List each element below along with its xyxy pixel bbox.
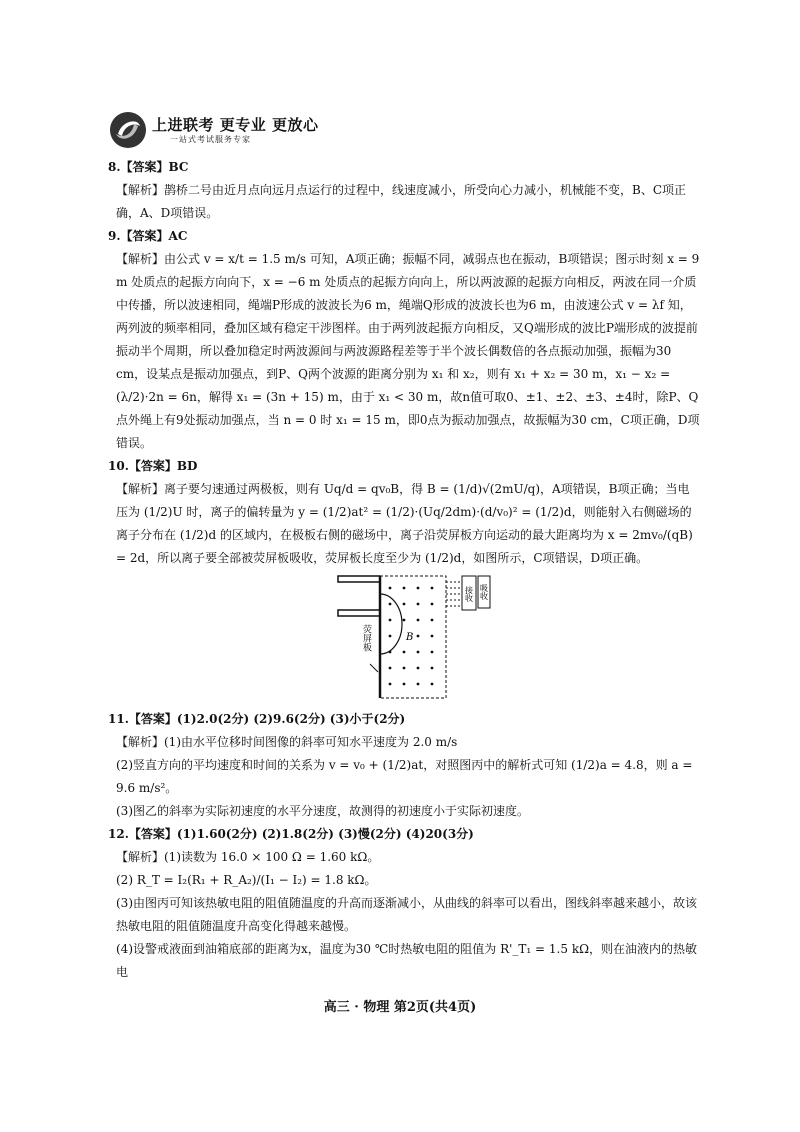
field-label: B (406, 632, 414, 643)
exit-rays (446, 582, 462, 606)
logo-swirl-icon (108, 110, 148, 150)
q12-analysis-2: (2) R_T = I₂(R₁ + R_A₂)/(I₁ − I₂) = 1.8 kΩ。 (116, 873, 377, 887)
q12-analysis-1: 【解析】(1)读数为 16.0 × 100 Ω = 1.60 kΩ。 (116, 850, 380, 864)
q10-analysis: 【解析】离子要匀速通过两极板，则有 Uq/d = qv₀B，得 B = (1/d)√(2mU/q)，A项错误，B项正确；当电压为 (1/2)U 时，离子的偏转量为 y = (1/2)at² = (1/2)·(Uq/2dm)·(d/v₀)² = (1/2)d，则能射入右侧磁场的离子分布在 (1/2)d 的区域内，在极板右侧的磁场中，离子沿荧屏板方向运动的最大距离均为 x = 2mv₀/(qB) = 2d，所以离子要全部被荧屏板吸收，荧屏板长度至少为 (1/2)d，如图所示，C项错误，D项正确。 (116, 482, 693, 565)
screen-pointer (370, 664, 378, 672)
q11-analysis-2: (2)竖直方向的平均速度和时间的关系为 v = v₀ + (1/2)at，对照图丙中的解析式可知 (1/2)a = 4.8，则 a = 9.6 m/s²。 (116, 758, 693, 795)
q8-analysis: 【解析】鹊桥二号由近月点向远月点运行的过程中，线速度减小，所受向心力减小，机械能不变，B、C项正确，A、D项错误。 (116, 183, 687, 220)
q11-answer: 11.【答案】(1)2.0(2分) (2)9.6(2分) (3)小于(2分) (108, 712, 406, 726)
magnetic-field-diagram (108, 574, 700, 704)
q11-analysis-1: 【解析】(1)由水平位移时间图像的斜率可知水平速度为 2.0 m/s (116, 735, 458, 749)
screen-label: 荧屏板 (361, 624, 371, 652)
answer-content (108, 156, 700, 984)
q12-analysis-3: (3)由图丙可知该热敏电阻的阻值随温度的升高而逐渐减小，从曲线的斜率可以看出，图线斜率越来越小，故该热敏电阻的阻值随温度升高变化得越来越慢。 (116, 896, 698, 933)
page-footer: 高三 · 物理 第2页(共4页) (323, 1000, 477, 1015)
upper-plate (338, 576, 380, 582)
q9-answer: 9.【答案】AC (108, 229, 188, 243)
lower-plate (338, 610, 380, 616)
q10-answer: 10.【答案】BD (108, 459, 198, 473)
q12-answer: 12.【答案】(1)1.60(2分) (2)1.8(2分) (3)慢(2分) (4)20(3分) (108, 827, 474, 841)
absorber-label: 吸收 (479, 584, 489, 600)
header-subtitle: 一站式考试服务专家 (170, 135, 251, 144)
q12-analysis-4: (4)设警戒液面到油箱底部的距离为x，温度为30 ℃时热敏电阻的阻值为 R'_T₁ = 1.5 kΩ，则在油液内的热敏电 (116, 942, 698, 979)
q9-analysis: 【解析】由公式 v = x/t = 1.5 m/s 可知，A项正确；振幅不同，减弱点也在振动，B项错误；图示时刻 x = 9 m 处质点的起振方向向下，x = −6 m 处质点的起振方向向上，所以两波源的起振方向相反，两波在同一介质中传播，所以波速相同，绳端P形成的波波长为6 m，绳端Q形成的波波长也为6 m，由波速公式 v = λf 知，两列波的频率相同，叠加区域有稳定干涉图样。由于两列波起振方向相反，又Q端形成的波比P端形成的波提前振动半个周期，所以叠加稳定时两波源间与两波源路程差等于半个波长偶数倍的各点振动加强，振幅为30 cm，设某点是振动加强点，到P、Q两个波源的距离分别为 x₁ 和 x₂，则有 x₁ + x₂ = 30 m，x₁ − x₂ = (λ/2)·2n = 6n，解得 x₁ = (3n + 15) m，由于 x₁ < 30 m，故n值可取0、±1、±2、±3、±4时，除P、Q点外绳上有9处振动加强点，当 n = 0 时 x₁ = 15 m，即0点为振动加强点，故振幅为30 cm，C项正确，D项错误。 (116, 252, 700, 450)
q10-figure (108, 574, 700, 704)
q11-analysis-3: (3)图乙的斜率为实际初速度的水平分速度，故测得的初速度小于实际初速度。 (116, 804, 530, 818)
receiver-label: 接收 (464, 586, 474, 602)
q8-answer: 8.【答案】BC (108, 160, 189, 174)
header-logo (108, 110, 319, 150)
ion-trajectory (380, 594, 402, 654)
header-slogan: 上进联考 更专业 更放心 (152, 116, 319, 134)
